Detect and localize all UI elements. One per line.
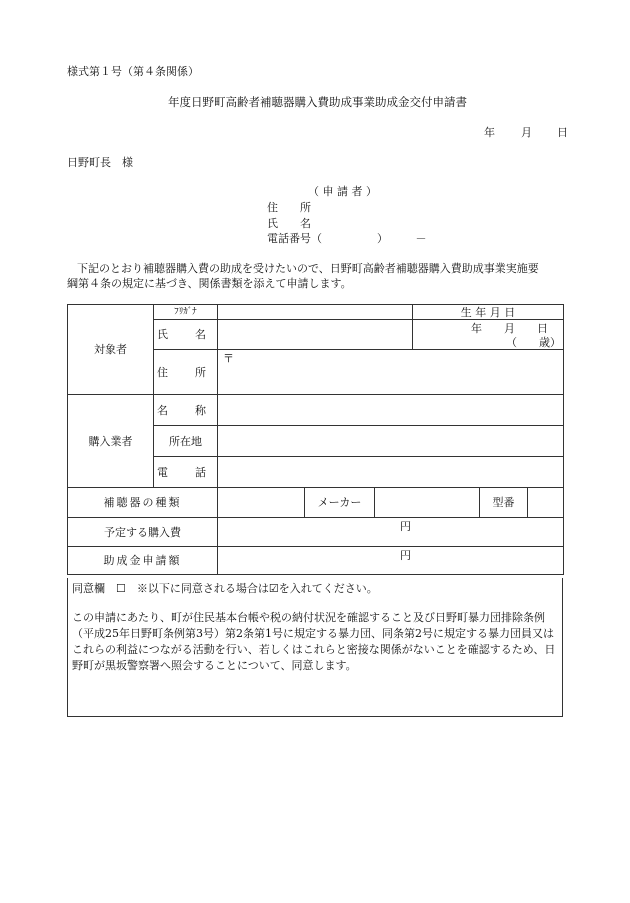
vendor-phone-field[interactable]	[218, 457, 564, 488]
applicant-address-label: 住 所	[267, 201, 311, 214]
vendor-name-field[interactable]	[218, 395, 564, 426]
subsidy-amount-label: 助成金申請額	[68, 547, 218, 575]
form-title: 年度日野町高齢者補聴器購入費助成事業助成金交付申請書	[168, 95, 467, 109]
subsidy-amount-field[interactable]	[218, 547, 564, 575]
vendor-label: 購入業者	[68, 395, 154, 488]
maker-label: メーカー	[305, 488, 375, 518]
vendor-location-label: 所在地	[154, 426, 218, 457]
vendor-phone-label: 電 話	[154, 457, 218, 488]
address-field[interactable]	[218, 350, 564, 395]
birth-date-label: 生 年 月 日	[413, 305, 564, 320]
intro-line-2: 綱第４条の規定に基づき、関係書類を添えて申請します。	[67, 277, 352, 290]
target-label: 対象者	[68, 305, 154, 395]
planned-cost-field[interactable]	[218, 518, 564, 547]
name-label: 氏 名	[154, 320, 218, 350]
hearing-aid-type-label: 補聴器の種類	[68, 488, 218, 518]
applicant-phone-label: 電話番号（ ） －	[267, 232, 427, 245]
applicant-heading: （ 申 請 者 ）	[308, 185, 377, 198]
vendor-location-field[interactable]	[218, 426, 564, 457]
model-field[interactable]	[528, 488, 564, 518]
subsidy-amount-yen: 円	[400, 549, 411, 562]
maker-field[interactable]	[375, 488, 480, 518]
hearing-aid-type-field[interactable]	[218, 488, 305, 518]
model-label: 型番	[480, 488, 528, 518]
consent-text: この申請にあたり、町が住民基本台帳や税の納付状況を確認すること及び日野町暴力団排除条例（平成25年日野町条例第3号）第2条第1号に規定する暴力団、同条第2号に規定する暴力団員又はこれらの利益につながる活動を行い、若しくはこれらと密接な関係がないことを確認するため、日野町が黒坂警察署へ照会することについて、同意します。	[72, 611, 556, 672]
birth-date-field[interactable]	[413, 320, 564, 350]
date-year: 年	[484, 126, 495, 139]
vendor-name-label: 名 称	[154, 395, 218, 426]
furigana-label: ﾌﾘｶﾞﾅ	[154, 305, 218, 320]
date-month: 月	[521, 126, 532, 139]
furigana-field[interactable]	[218, 305, 413, 320]
name-field[interactable]	[218, 320, 413, 350]
address-label: 住 所	[154, 350, 218, 395]
consent-section	[67, 578, 563, 717]
form-number: 様式第１号（第４条関係）	[67, 65, 199, 78]
birth-date-text: 年 月 日	[471, 322, 549, 335]
intro-line-1: 下記のとおり補聴器購入費の助成を受けたいので、日野町高齢者補聴器購入費助成事業実施要	[77, 262, 539, 275]
date-day: 日	[557, 126, 568, 139]
application-table	[67, 304, 564, 575]
age-text: （ 歳）	[506, 336, 562, 349]
planned-cost-yen: 円	[400, 520, 411, 533]
addressee: 日野町長 様	[67, 156, 133, 169]
applicant-name-label: 氏 名	[267, 217, 311, 230]
planned-cost-label: 予定する購入費	[68, 518, 218, 547]
consent-label: 同意欄 ☐ ※以下に同意される場合は☑を入れてください。	[72, 582, 378, 595]
postal-mark: 〒	[223, 352, 234, 365]
